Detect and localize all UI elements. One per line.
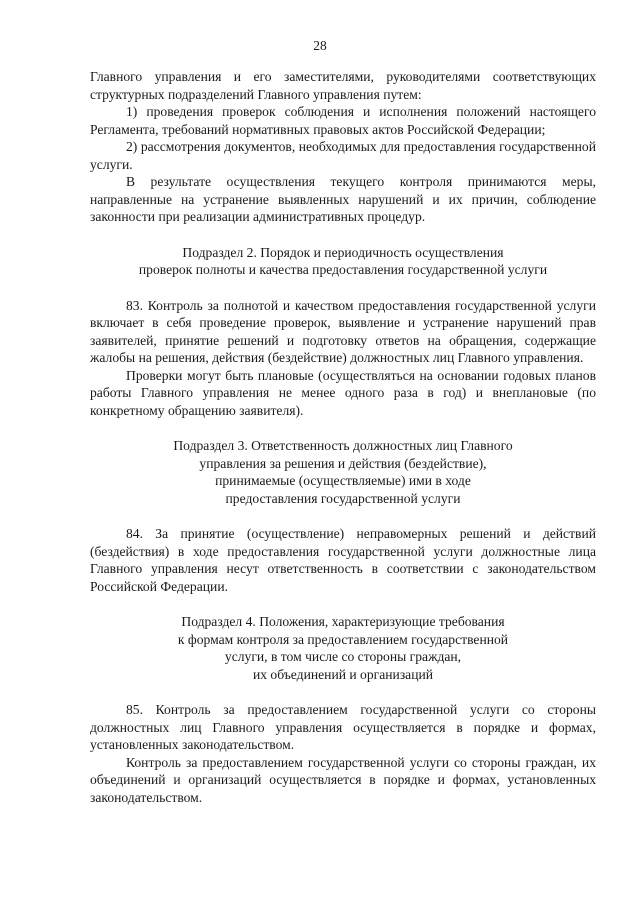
paragraph-84: 84. За принятие (осуществление) неправомерных решений и действий (бездействия) в ходе предоставления государственной услуги должностные лица Главного управления несут ответственность в соответствии с законодательством Российской Федерации. [90,526,596,594]
paragraph-intro: Главного управления и его заместителями, руководителями соответствующих структурных подразделений Главного управления путем: [90,69,596,102]
heading-line: к формам контроля за предоставлением государственной [177,631,509,647]
heading-line: принимаемые (осуществляемые) ими в ходе [215,473,471,488]
heading-line: предоставления государственной услуги [225,490,461,506]
list-item-2: 2) рассмотрения документов, необходимых для предоставления государственной услуги. [90,139,596,172]
document-body [90,68,596,806]
heading-line: Подраздел 4. Положения, характеризующие требования [181,614,505,629]
subsection-2-heading [90,244,596,279]
heading-line: управления за решения и действия (бездействие), [199,455,487,471]
paragraph-checks: Проверки могут быть плановые (осуществляться на основании годовых планов работы Главного управления не менее одного раза в год) и внеплановые (по конкретному обращению заявителя). [90,367,596,418]
paragraph-result: В результате осуществления текущего контроля принимаются меры, направленные на устранение выявленных нарушений и их причин, соблюдение законности при реализации административных процедур. [90,174,596,224]
heading-line: Подраздел 3. Ответственность должностных лиц Главного [173,438,513,453]
subsection-3-heading [90,437,596,507]
page-number: 28 [313,38,327,53]
heading-line: Подраздел 2. Порядок и периодичность осуществления [182,244,504,260]
paragraph-85: 85. Контроль за предоставлением государственной услуги со стороны должностных лиц Главного управления осуществляется в порядке и формах, установленных законодательством. [90,702,596,752]
paragraph-public-control: Контроль за предоставлением государственной услуги со стороны граждан, их объединений и организаций осуществляется в порядке и формах, установленных законодательством. [90,754,596,805]
paragraph-83: 83. Контроль за полнотой и качеством предоставления государственной услуги включает в себя проведение проверок, выявление и устранение нарушений прав заявителей, принятие решений и подготовку ответов на обращения, содержащие жалобы на решения, действия (бездействие) должностных лиц Главного управления. [90,297,596,365]
heading-line: их объединений и организаций [252,666,434,682]
list-item-1: 1) проведения проверок соблюдения и исполнения положений настоящего Регламента, требований нормативных правовых актов Российской Федерации; [90,104,596,137]
heading-line: проверок полноты и качества предоставления государственной услуги [138,262,548,277]
subsection-4-heading [90,613,596,683]
heading-line: услуги, в том числе со стороны граждан, [224,649,462,664]
